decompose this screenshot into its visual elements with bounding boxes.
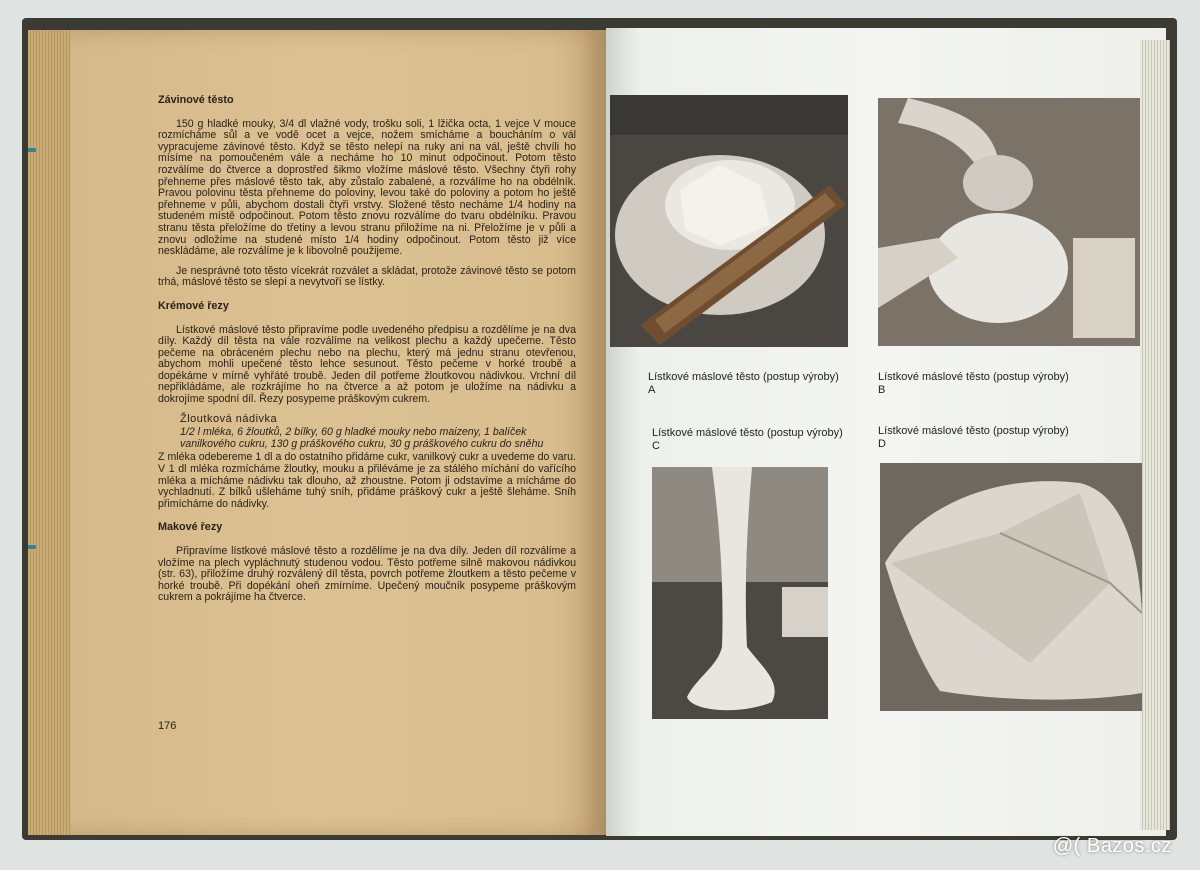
edge-stripe [28,148,36,152]
subsection-title: Žloutková nádivka [180,412,278,425]
watermark: @( Bazos.cz [1052,835,1172,857]
caption-c: Lístkové máslové těsto (postup výroby) C [652,427,843,452]
caption-b: Lístkové máslové těsto (postup výroby) B [878,371,1069,396]
section-title: Krémové řezy [158,299,229,312]
paragraph: 150 g hladké mouky, 3/4 dl vlažné vody, trošku soli, 1 lžička octa, 1 vejce V mouce rozmícháme sůl a ve vodě ocet a vejce, nožem smícháme a boucháním o vál vypracujeme závinové těsto. Když se těsto nelepí na ruky ani na vál, ještě chvíli ho mísíme na pomoučeném vále a necháme ho 10 minut odpočinout. Potom těsto rozválíme do čtverce a doprostřed šikmo vložíme máslové těsto. Všechny čtyři rohy přehneme přes máslové těsto tak, aby zůstalo zabalené, a rozválíme ho na obdélník. Pravou polovinu těsta přehneme do poloviny, levou také do poloviny a potom ho ještě přehneme v půli, abychom dostali čtyři vrstvy. Složené těsto necháme 1/4 hodiny na studeném místě odpočinout. Potom těsto znovu rozválíme do tvaru obdélníku. Pravou stranu těsta přeložíme do třetiny a levou stranu přiložíme na ni. Přeložíme je v půli a znovu odložíme na studené místo 1/4 hodiny odpočinout. Potom těsto již více neskládáme, ale rozválíme je k libovolně použijeme. [158,117,576,258]
photo-a [610,95,848,347]
paragraph: Lístkové máslové těsto připravíme podle uvedeného předpisu a rozdělíme je na dva díly. Každý díl těsta na vále rozválíme na velikost plechu a každý upečeme. Těsto pečeme na obráceném plechu nebo na plechu, který má jednu stranu otevřenou, abychom mohli upečené těsto lehce sesunout. Těsto pečeme v horké troubě a dopékáme v mírně vyhřáté troubě. Jeden díl potřeme žloutkovou nádivkou. Vrchní díl nepřikládáme, ale rozkrájíme ho na čtverce a až potom je uložíme na nádivku a dokrojíme spodní díl. Řezy posypeme práškovým cukrem. [158,323,576,406]
ingredients: 1/2 l mléka, 6 žloutků, 2 bílky, 60 g hladké mouky nebo maizeny, 1 balíček vanilkového cukru, 130 g práškového cukru, 30 g práškového cukru do sněhu [180,426,544,450]
caption-d: Lístkové máslové těsto (postup výroby) D [878,425,1069,450]
edge-stripe [28,545,36,549]
photo-b [878,98,1140,346]
paragraph: Z mléka odebereme 1 dl a do ostatního přidáme cukr, vanilkový cukr a uvedeme do varu. V 1 dl mléka rozmícháme žloutky, mouku a přiléváme je za stálého míchání do vařícího mléka a mícháme nádivku tak dlouho, až zhoustne. Potom ji odstavíme a mícháme do vychladnutí. Z bílků ušleháme tuhý sníh, přidáme práškový cukr a ještě šleháme. Sníh přimícháme do nádivky. [158,451,576,510]
photo-c [652,467,828,719]
right-page-edges [1140,40,1170,830]
page-number: 176 [158,720,177,732]
paragraph: Připravíme lístkové máslové těsto a rozdělíme je na dva díly. Jeden díl rozválíme a vložíme na plech vypláchnutý studenou vodou. Těsto potřeme silně makovou nádivkou (str. 63), přiložíme druhý rozválený díl těsta, povrch potřeme žloutkem a těsto pečeme v horké troubě. Při dopékání oheň zmírníme. Upečený moučník posypeme práškovým cukrem a pokrájíme ha čtverce. [158,545,576,604]
left-page-text [158,95,576,612]
caption-a: Lístkové máslové těsto (postup výroby) A [648,371,839,396]
photo-d [880,463,1142,711]
section-title: Závinové těsto [158,94,234,106]
section-title: Makové řezy [158,521,223,534]
paragraph: Je nesprávné toto těsto vícekrát rozválet a skládat, protože závinové těsto se potom trhá, máslové těsto se slepí a nevytvoří se lístky. [158,264,576,289]
